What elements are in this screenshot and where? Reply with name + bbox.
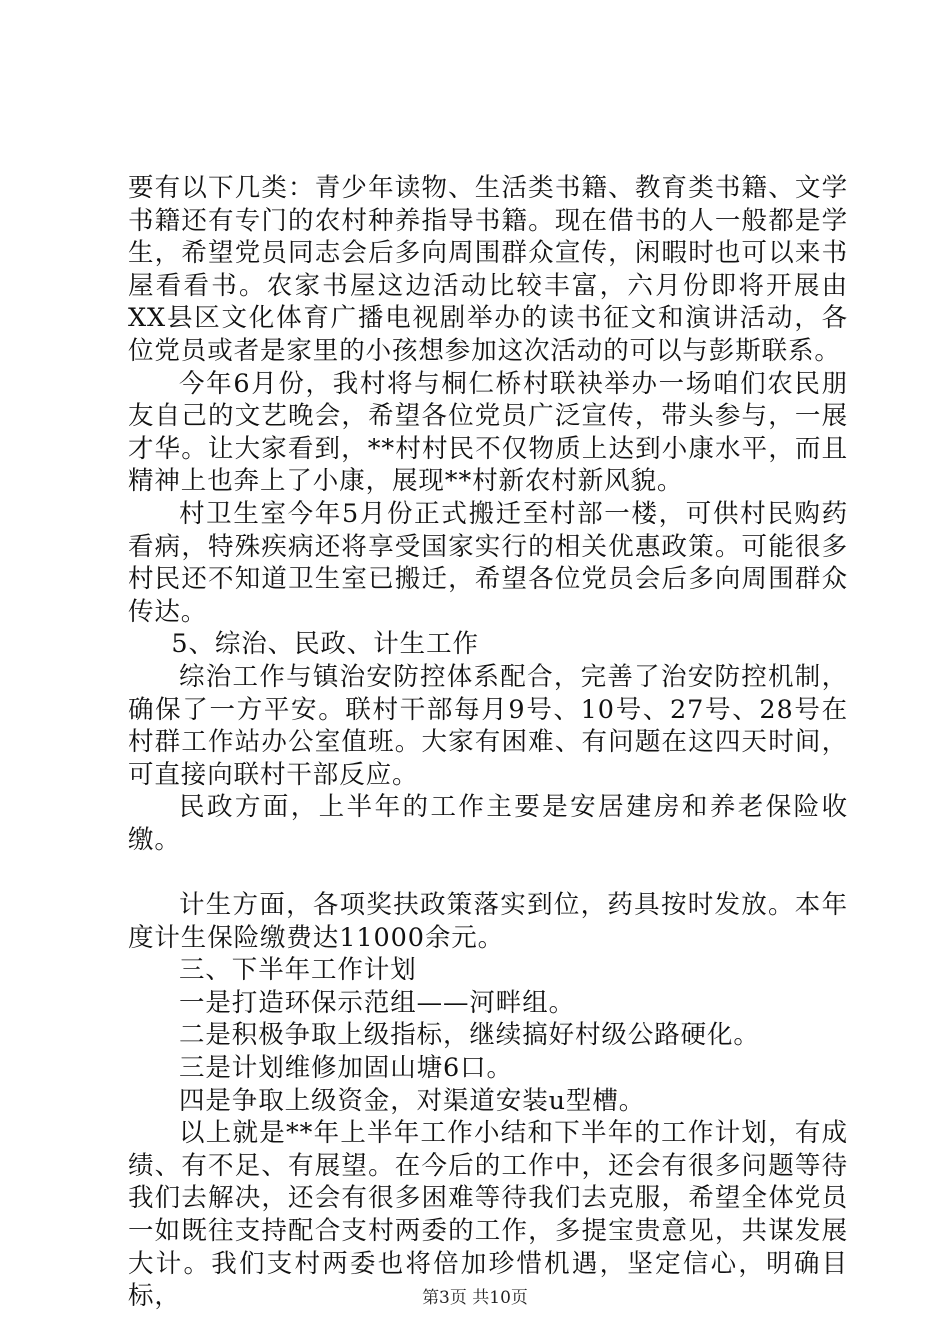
paragraph-clinic: 村卫生室今年5月份正式搬迁至村部一楼，可供村民购药看病，特殊疾病还将享受国家实行的相关优惠政策。可能很多村民还不知道卫生室已搬迁，希望各位党员会后多向周围群众传达。 — [128, 498, 848, 627]
blank-line — [128, 856, 848, 889]
paragraph-library-books: 要有以下几类：青少年读物、生活类书籍、教育类书籍、文学书籍还有专门的农村种养指导书籍。现在借书的人一般都是学生，希望党员同志会后多向周围群众宣传，闲暇时也可以来书屋看看书。农家书屋这边活动比较丰富，六月份即将开展由XX县区文化体育广播电视剧举办的读书征文和演讲活动，各位党员或者是家里的小孩想参加这次活动的可以与彭斯联系。 — [128, 173, 848, 366]
plan-item-3: 三是计划维修加固山塘6口。 — [179, 1053, 513, 1084]
plan-item-4: 四是争取上级资金，对渠道安装u型槽。 — [179, 1085, 646, 1116]
paragraph-public-security: 综治工作与镇治安防控体系配合，完善了治安防控机制，确保了一方平安。联村干部每月9号、10号、27号、28号在村群工作站办公室值班。大家有困难、有问题在这四天时间，可直接向联村干部反应。 — [128, 661, 848, 790]
section-heading-plan: 三、下半年工作计划 — [179, 955, 417, 986]
document-body — [128, 172, 848, 1313]
paragraph-civil-affairs: 民政方面，上半年的工作主要是安居建房和养老保险收缴。 — [128, 792, 848, 855]
paragraph-art-evening: 今年6月份，我村将与桐仁桥村联袂举办一场咱们农民朋友自己的文艺晚会，希望各位党员广泛宣传，带头参与，一展才华。让大家看到，**村村民不仅物质上达到小康水平，而且精神上也奔上了小康，展现**村新农村新风貌。 — [128, 368, 848, 497]
paragraph-family-planning: 计生方面，各项奖扶政策落实到位，药具按时发放。本年度计生保险缴费达11000余元。 — [128, 890, 848, 953]
plan-item-2: 二是积极争取上级指标，继续搞好村级公路硬化。 — [179, 1020, 760, 1051]
page-footer: 第3页 共10页 — [422, 1288, 528, 1308]
paragraph-conclusion: 以上就是**年上半年工作小结和下半年的工作计划，有成绩、有不足、有展望。在今后的工作中，还会有很多问题等待我们去解决，还会有很多困难等待我们去克服，希望全体党员一如既往支持配合支村两委的工作，多提宝贵意见，共谋发展大计。我们支村两委也将倍加珍惜机遇，坚定信心，明确目标， — [128, 1118, 848, 1312]
section-heading-5: 5、综治、民政、计生工作 — [171, 629, 479, 660]
plan-item-1: 一是打造环保示范组——河畔组。 — [179, 987, 576, 1018]
